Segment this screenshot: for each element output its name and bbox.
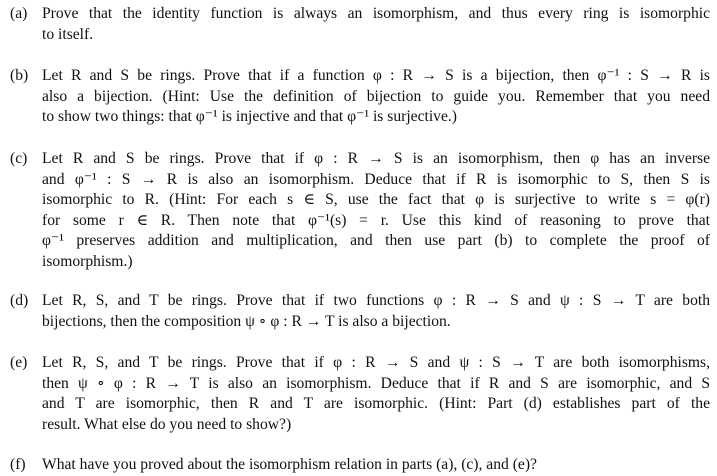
exercise-label: (d) xyxy=(10,292,29,309)
exercise-text-line: and T are isomorphic, then R and T are isomorphic. (Hint: Part (d) establishes part of the xyxy=(42,395,710,412)
exercise-text-line: bijections, then the composition ψ ∘ φ : R → T is also a bijection. xyxy=(42,312,451,330)
exercise-f xyxy=(10,455,710,476)
exercise-text-line: Let R and S be rings. Prove that if φ : R → S is an isomorphism, then φ has an inverse xyxy=(42,150,710,167)
exercise-text-line: Let R, S, and T be rings. Prove that if φ : R → S and ψ : S → T are both isomorphisms, xyxy=(42,354,710,371)
exercise-text-line: to show two things: that φ⁻¹ is injective and that φ⁻¹ is surjective.) xyxy=(42,108,457,125)
exercise-label: (a) xyxy=(10,5,28,22)
exercise-e xyxy=(10,353,710,435)
exercise-label: (f) xyxy=(10,456,26,473)
exercise-text-line: to itself. xyxy=(42,25,94,43)
exercise-text-line: Let R, S, and T be rings. Prove that if two functions φ : R → S and ψ : S → T are both xyxy=(42,292,710,309)
exercise-text-line: Let R and S be rings. Prove that if a function φ : R → S is a bijection, then φ⁻¹ : S → R is xyxy=(42,67,710,84)
exercise-d xyxy=(10,291,710,332)
exercise-label: (b) xyxy=(10,67,29,84)
exercise-text-line: then ψ ∘ φ : R → T is also an isomorphism. Deduce that if R and S are isomorphic, and S xyxy=(42,374,710,392)
exercise-text-line: φ⁻¹ preserves addition and multiplication, and then use part (b) to complete the proof of xyxy=(42,232,710,249)
exercise-a xyxy=(10,4,710,45)
exercise-text-line: for some r ∈ R. Then note that φ⁻¹(s) = r. Use this kind of reasoning to prove that xyxy=(42,211,710,229)
exercise-text-line: and φ⁻¹ : S → R is also an isomorphism. Deduce that if R is isomorphic to S, then S is xyxy=(42,170,710,188)
exercise-c xyxy=(10,149,710,272)
exercise-text-line: isomorphic to R. (Hint: For each s ∈ S, use the fact that φ is surjective to write s = φ(r) xyxy=(42,191,710,208)
exercise-label: (c) xyxy=(10,150,28,167)
exercise-text-line: What have you proved about the isomorphism relation in parts (a), (c), and (e)? xyxy=(42,456,537,473)
exercise-label: (e) xyxy=(10,354,28,371)
exercise-text-line: isomorphism.) xyxy=(42,252,133,270)
exercise-b xyxy=(10,66,710,128)
exercise-text-line: result. What else do you need to show?) xyxy=(42,415,292,433)
exercise-text-line: also a bijection. (Hint: Use the definition of bijection to guide you. Remember that you need xyxy=(42,87,710,105)
exercise-text-line: Prove that the identity function is always an isomorphism, and thus every ring is isomorphic xyxy=(42,5,710,22)
